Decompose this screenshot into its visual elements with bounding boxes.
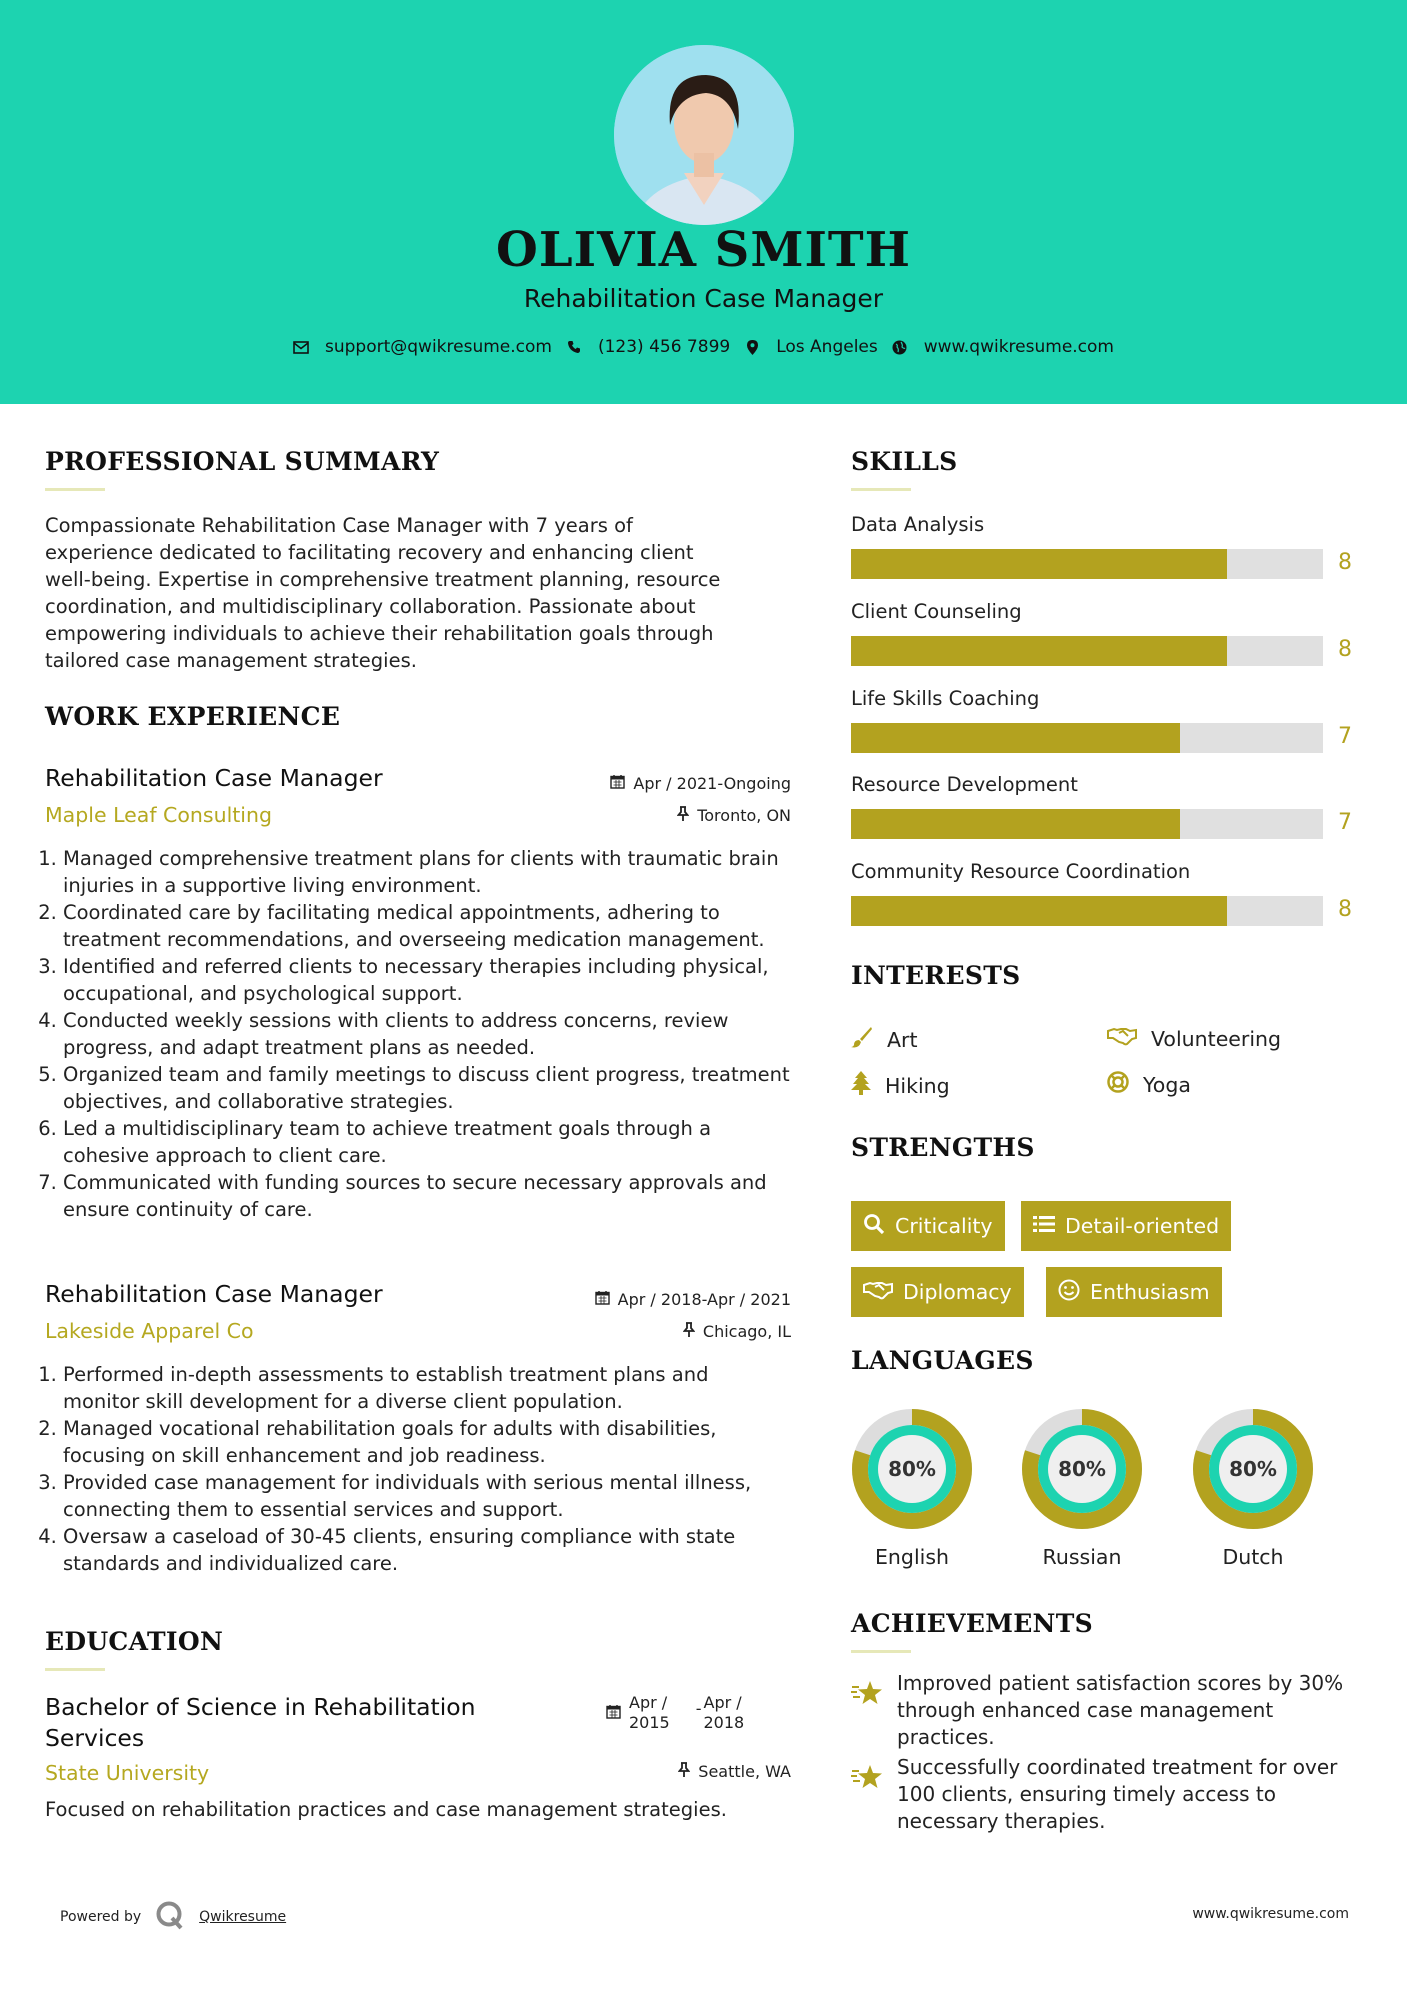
language-label: Russian: [1042, 1545, 1122, 1569]
language-label: English: [874, 1545, 950, 1569]
map-pin-icon: [744, 339, 760, 355]
handshake-icon: [863, 1280, 893, 1305]
skill-bar-fill: [851, 723, 1180, 753]
location-text: Los Angeles: [776, 337, 878, 357]
star-icon: [851, 1680, 883, 1751]
job-bullets: [45, 1361, 790, 1577]
achievement-line: Successfully coordinated treatment for over: [897, 1755, 1338, 1779]
achievement-line: practices.: [897, 1725, 995, 1749]
degree-title: [45, 1692, 476, 1754]
language-percent: 80%: [888, 1457, 936, 1481]
achievements-rule: [851, 1650, 911, 1653]
job-dates-text: Apr / 2018-Apr / 2021: [617, 1290, 791, 1309]
education-dates: [606, 1693, 744, 1733]
experience-heading: WORK EXPERIENCE: [45, 702, 341, 731]
job-dates-text: Apr / 2021-Ongoing: [633, 774, 791, 793]
job-company: Maple Leaf Consulting: [45, 803, 273, 827]
list-item: 1. Performed in-depth assessments to establish treatment plans and monitor skill development for a diverse client population.: [63, 1361, 790, 1415]
summary-line: experience dedicated to facilitating recovery and enhancing client: [45, 541, 694, 564]
skill-label: Resource Development: [851, 773, 1078, 797]
contact-bar: [0, 337, 1407, 357]
skill-label: Life Skills Coaching: [851, 686, 1040, 710]
skill-value: 8: [1338, 550, 1352, 575]
brush-icon: [851, 1026, 873, 1053]
date-dash: -: [695, 1699, 702, 1718]
achievement-text: [897, 1670, 1367, 1751]
phone-text: (123) 456 7899: [597, 337, 731, 357]
contact-location: [744, 337, 878, 357]
skill-bar-track: [851, 809, 1323, 839]
strength-chip: [851, 1201, 1005, 1251]
calendar-icon: [610, 774, 625, 793]
interest-label: Volunteering: [1151, 1026, 1282, 1051]
achievement-item: [851, 1670, 1367, 1751]
school-name: State University: [45, 1761, 210, 1785]
website-text: www.qwikresume.com: [923, 337, 1114, 357]
strength-label: Detail-oriented: [1065, 1214, 1220, 1238]
achievement-line: Improved patient satisfaction scores by 30%: [897, 1671, 1344, 1695]
strength-chip: [851, 1267, 1024, 1317]
interest-yoga: [1107, 1071, 1191, 1098]
candidate-name: OLIVIA SMITH: [496, 222, 911, 278]
language-ring: [1021, 1408, 1143, 1530]
summary-line: well-being. Expertise in comprehensive treatment planning, resource: [45, 568, 721, 591]
strengths-heading: STRENGTHS: [851, 1133, 1035, 1162]
lifering-icon: [1107, 1071, 1129, 1098]
skill-bar-fill: [851, 896, 1227, 926]
contact-website[interactable]: [892, 337, 1114, 357]
phone-icon: [566, 339, 582, 355]
footer-powered: [60, 1900, 286, 1934]
job-title: Rehabilitation Case Manager: [45, 764, 383, 792]
education-heading: EDUCATION: [45, 1627, 224, 1656]
skills-rule: [851, 488, 911, 491]
list-item: 4. Conducted weekly sessions with clients to address concerns, review progress, and adapt treatment plans as needed.: [63, 1007, 790, 1061]
email-text: support@qwikresume.com: [325, 337, 552, 357]
end-year: 2018: [703, 1713, 745, 1732]
skill-bar-track: [851, 723, 1323, 753]
list-icon: [1033, 1214, 1055, 1238]
job-dates: [540, 1290, 791, 1309]
pin-icon: [677, 806, 689, 825]
list-item: 3. Identified and referred clients to necessary therapies including physical, occupational, and psychological support.: [63, 953, 790, 1007]
smile-icon: [1058, 1279, 1080, 1306]
skill-value: 8: [1338, 897, 1352, 923]
strength-label: Diplomacy: [903, 1280, 1012, 1304]
skill-bar-track: [851, 636, 1323, 666]
education-start: [629, 1693, 670, 1733]
summary-line: coordination, and multidisciplinary collaboration. Passionate about: [45, 595, 696, 618]
calendar-icon: [606, 1704, 621, 1723]
interest-volunteering: [1107, 1026, 1281, 1051]
list-item: 1. Managed comprehensive treatment plans for clients with traumatic brain injuries in a supportive living environment.: [63, 845, 790, 899]
header-banner: [0, 0, 1407, 404]
list-item: 6. Led a multidisciplinary team to achieve treatment goals through a cohesive approach to client care.: [63, 1115, 790, 1169]
tree-icon: [851, 1071, 871, 1100]
profile-photo: [614, 45, 794, 225]
languages-heading: LANGUAGES: [851, 1346, 1034, 1375]
achievement-line: necessary therapies.: [897, 1809, 1106, 1833]
interest-hiking: [851, 1071, 950, 1100]
skill-label: Community Resource Coordination: [851, 860, 1191, 884]
skill-value: 8: [1338, 636, 1352, 662]
achievements-heading: ACHIEVEMENTS: [851, 1609, 1093, 1638]
list-item: 7. Communicated with funding sources to secure necessary approvals and ensure continuity of care.: [63, 1169, 790, 1223]
pin-icon: [678, 1762, 690, 1781]
powered-by-text: Powered by: [60, 1909, 142, 1925]
job-company: Lakeside Apparel Co: [45, 1319, 254, 1343]
job-title: Rehabilitation Case Manager: [45, 1280, 383, 1308]
language-label: Dutch: [1222, 1545, 1284, 1569]
degree-line: Services: [45, 1724, 145, 1752]
summary-heading: PROFESSIONAL SUMMARY: [45, 447, 440, 476]
end-month: Apr /: [703, 1693, 742, 1712]
summary-text: [45, 512, 785, 674]
list-item: 2. Coordinated care by facilitating medical appointments, adhering to treatment recommendations, and overseeing medication management.: [63, 899, 790, 953]
job-location: [560, 806, 791, 825]
footer-url[interactable]: www.qwikresume.com: [1192, 1906, 1349, 1922]
skill-label: Data Analysis: [851, 513, 985, 536]
start-month: Apr /: [629, 1693, 668, 1712]
search-icon: [863, 1213, 885, 1240]
list-item: 5. Organized team and family meetings to discuss client progress, treatment objectives, and collaborative strategies.: [63, 1061, 790, 1115]
skill-value: 7: [1338, 810, 1352, 836]
skill-value: 7: [1338, 723, 1352, 749]
interests-heading: INTERESTS: [851, 961, 1021, 990]
education-rule: [45, 1668, 105, 1671]
job-dates: [560, 774, 791, 793]
strength-chip: [1021, 1201, 1231, 1251]
language-percent: 80%: [1229, 1457, 1277, 1481]
qwikresume-logo-icon: [155, 1900, 185, 1934]
language-ring: [1192, 1408, 1314, 1530]
list-item: 4. Oversaw a caseload of 30-45 clients, ensuring compliance with state standards and individualized care.: [63, 1523, 790, 1577]
achievement-line: through enhanced case management: [897, 1698, 1274, 1722]
summary-line: empowering individuals to achieve their rehabilitation goals through: [45, 622, 714, 645]
education-location-text: Seattle, WA: [698, 1762, 791, 1781]
job-location-text: Toronto, ON: [697, 806, 791, 825]
language-percent: 80%: [1058, 1457, 1106, 1481]
skill-label: Client Counseling: [851, 599, 1022, 623]
list-item: 2. Managed vocational rehabilitation goals for adults with disabilities, focusing on skill enhancement and job readiness.: [63, 1415, 790, 1469]
job-bullets: [45, 845, 790, 1223]
strength-label: Enthusiasm: [1090, 1280, 1210, 1304]
envelope-icon: [293, 339, 309, 355]
brand-link[interactable]: Qwikresume: [199, 1909, 287, 1925]
achievement-text: [897, 1754, 1367, 1835]
degree-line: Bachelor of Science in Rehabilitation: [45, 1693, 476, 1721]
strength-chip: [1046, 1267, 1222, 1317]
job-location: [560, 1322, 791, 1341]
skill-bar-track: [851, 549, 1323, 579]
education-location: [560, 1762, 791, 1781]
achievement-item: [851, 1754, 1367, 1835]
handshake-icon: [1107, 1026, 1137, 1051]
pin-icon: [683, 1322, 695, 1341]
star-icon: [851, 1764, 883, 1835]
interest-label: Art: [887, 1027, 918, 1052]
interest-label: Hiking: [885, 1073, 950, 1098]
interest-art: [851, 1026, 918, 1053]
candidate-role: Rehabilitation Case Manager: [523, 284, 884, 313]
education-description: Focused on rehabilitation practices and case management strategies.: [45, 1798, 727, 1821]
skill-bar-fill: [851, 636, 1227, 666]
contact-email[interactable]: [293, 337, 552, 357]
start-year: 2015: [629, 1713, 670, 1732]
skill-bar-track: [851, 896, 1323, 926]
skill-bar-fill: [851, 809, 1180, 839]
contact-phone[interactable]: [566, 337, 730, 357]
calendar-icon: [595, 1290, 610, 1309]
strength-label: Criticality: [895, 1214, 993, 1238]
skills-heading: SKILLS: [851, 447, 958, 476]
summary-line: tailored case management strategies.: [45, 649, 417, 672]
job-location-text: Chicago, IL: [702, 1322, 791, 1341]
summary-line: Compassionate Rehabilitation Case Manager with 7 years of: [45, 514, 633, 537]
globe-icon: [892, 339, 908, 355]
list-item: 3. Provided case management for individuals with serious mental illness, connecting them to essential services and support.: [63, 1469, 790, 1523]
language-ring: [851, 1408, 973, 1530]
achievement-line: 100 clients, ensuring timely access to: [897, 1782, 1276, 1806]
skill-bar-fill: [851, 549, 1227, 579]
education-end: [696, 1693, 745, 1733]
interest-label: Yoga: [1143, 1072, 1191, 1097]
summary-rule: [45, 488, 105, 491]
